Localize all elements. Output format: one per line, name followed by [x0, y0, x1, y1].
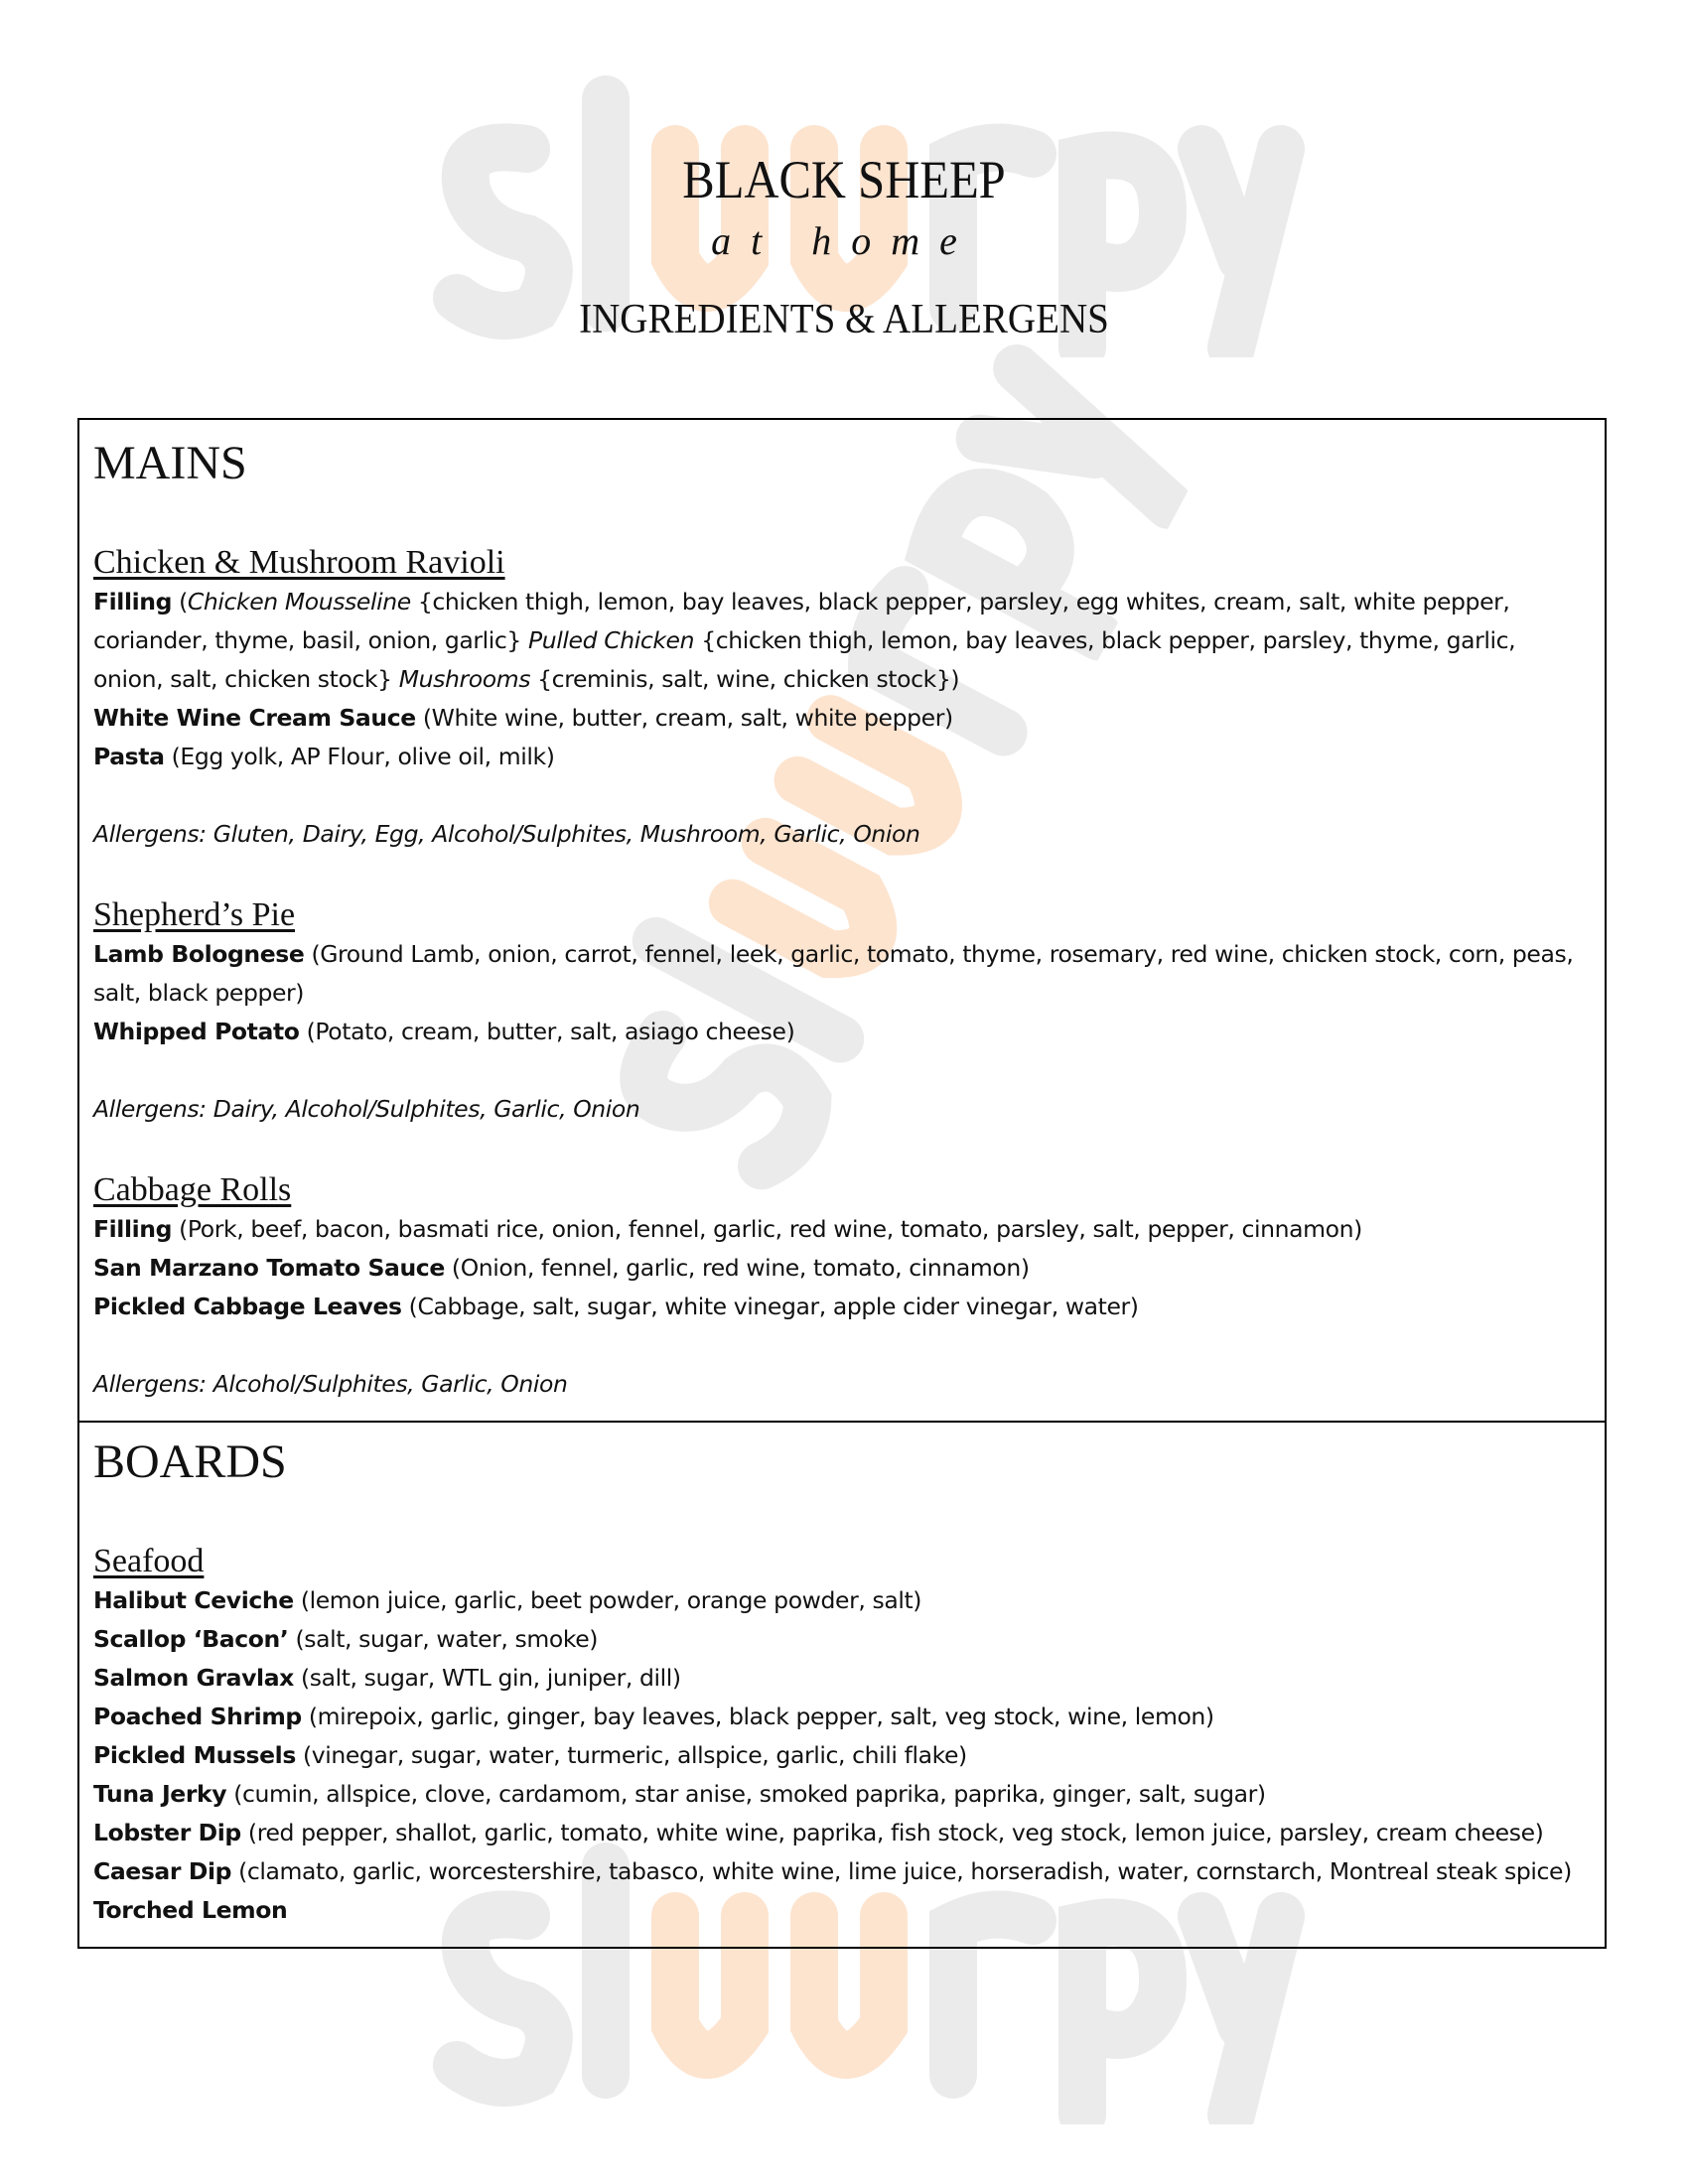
component-name: Halibut Ceviche [93, 1586, 294, 1614]
ingredient-line [93, 1775, 1591, 1814]
component-name: Lobster Dip [93, 1819, 241, 1846]
ingredient-line [93, 935, 1591, 1013]
dish [93, 1170, 1591, 1404]
ingredient-list: (Ground Lamb, onion, carrot, fennel, leek, garlic, tomato, thyme, rosemary, red wine, chicken stock, corn, peas, salt, black pepper) [93, 940, 1574, 1007]
ingredient-line [93, 1659, 1591, 1698]
component-name: Poached Shrimp [93, 1703, 302, 1730]
component-name: Lamb Bolognese [93, 940, 305, 968]
ingredient-line [93, 583, 1591, 699]
ingredient-list: (clamato, garlic, worcestershire, tabasco, white wine, lime juice, horseradish, water, cornstarch, Montreal steak spice) [231, 1857, 1572, 1885]
ingredient-list: (salt, sugar, WTL gin, juniper, dill) [293, 1664, 681, 1692]
component-name: Pasta [93, 743, 165, 770]
brand-logo-subtitle: at home [711, 218, 977, 263]
sub-component-name: Mushrooms [398, 665, 531, 693]
ingredient-line [93, 738, 1591, 776]
ingredient-line [93, 1581, 1591, 1620]
page-title: INGREDIENTS & ALLERGENS [579, 297, 1109, 342]
ingredient-line [93, 1249, 1591, 1288]
ingredient-list: (lemon juice, garlic, beet powder, orange powder, salt) [293, 1586, 922, 1614]
ingredient-line [93, 1814, 1591, 1852]
ingredient-list: (cumin, allspice, clove, cardamom, star anise, smoked paprika, paprika, ginger, salt, sugar) [226, 1780, 1266, 1808]
component-name: White Wine Cream Sauce [93, 704, 416, 732]
ingredient-list: (White wine, butter, cream, salt, white pepper) [415, 704, 953, 732]
component-name: Filling [93, 588, 173, 615]
ingredient-line [93, 1210, 1591, 1249]
section-title: MAINS [93, 437, 247, 489]
ingredient-list: (red pepper, shallot, garlic, tomato, white wine, paprika, fish stock, veg stock, lemon juice, parsley, cream cheese) [240, 1819, 1544, 1846]
ingredient-list: (mirepoix, garlic, ginger, bay leaves, black pepper, salt, veg stock, wine, lemon) [301, 1703, 1214, 1730]
component-name: Salmon Gravlax [93, 1664, 294, 1692]
sub-component-name: Chicken Mousseline [187, 588, 411, 615]
ingredient-list: (Cabbage, salt, sugar, white vinegar, apple cider vinegar, water) [401, 1293, 1139, 1320]
menu-table [77, 418, 1607, 1949]
ingredient-line [93, 1698, 1591, 1736]
ingredient-list: {chicken thigh, lemon, bay leaves, black pepper, parsley, egg whites, cream, salt, white pepper, coriander, thyme, basil, onion, garlic} [93, 588, 1510, 654]
ingredient-line [93, 1891, 1591, 1930]
section-boards [79, 1421, 1605, 1947]
component-name: San Marzano Tomato Sauce [93, 1254, 445, 1282]
ingredient-list: (Egg yolk, AP Flour, olive oil, milk) [164, 743, 555, 770]
ingredient-list: (Onion, fennel, garlic, red wine, tomato, cinnamon) [444, 1254, 1030, 1282]
component-name: Pickled Mussels [93, 1741, 296, 1769]
section-title: BOARDS [93, 1435, 287, 1488]
brand-logo-title: BLACK SHEEP [682, 150, 1006, 209]
component-name: Filling [93, 1215, 173, 1243]
ingredient-list: (salt, sugar, water, smoke) [288, 1625, 599, 1653]
ingredient-line [93, 1852, 1591, 1891]
dish-title: Seafood [93, 1543, 205, 1579]
component-name: Whipped Potato [93, 1018, 300, 1045]
allergens-note: Allergens: Alcohol/Sulphites, Garlic, Onion [93, 1370, 568, 1398]
component-name: Torched Lemon [93, 1896, 288, 1924]
section-mains [79, 420, 1605, 1421]
ingredient-list: (Pork, beef, bacon, basmati rice, onion, fennel, garlic, red wine, tomato, parsley, salt, pepper, cinnamon) [172, 1215, 1362, 1243]
sub-component-name: Pulled Chicken [528, 626, 695, 654]
dish [93, 543, 1591, 854]
component-name: Scallop ‘Bacon’ [93, 1625, 289, 1653]
ingredient-line [93, 1736, 1591, 1775]
ingredient-list: ( [172, 588, 188, 615]
allergens-note: Allergens: Dairy, Alcohol/Sulphites, Garlic, Onion [93, 1095, 640, 1123]
ingredient-list: (Potato, cream, butter, salt, asiago cheese) [299, 1018, 795, 1045]
ingredient-line [93, 1288, 1591, 1326]
ingredient-list: (vinegar, sugar, water, turmeric, allspice, garlic, chili flake) [295, 1741, 967, 1769]
dish-title: Shepherd’s Pie [93, 896, 296, 933]
component-name: Pickled Cabbage Leaves [93, 1293, 402, 1320]
dish [93, 1542, 1591, 1930]
ingredient-line [93, 1620, 1591, 1659]
dish-title: Cabbage Rolls [93, 1171, 292, 1208]
ingredient-line [93, 699, 1591, 738]
dish-title: Chicken & Mushroom Ravioli [93, 544, 505, 581]
component-name: Tuna Jerky [93, 1780, 227, 1808]
component-name: Caesar Dip [93, 1857, 232, 1885]
ingredient-list: {chicken thigh, lemon, bay leaves, black pepper, parsley, thyme, garlic, onion, salt, chicken stock} [93, 626, 1516, 693]
ingredient-list: {creminis, salt, wine, chicken stock}) [530, 665, 960, 693]
ingredient-line [93, 1013, 1591, 1051]
dish [93, 895, 1591, 1129]
allergens-note: Allergens: Gluten, Dairy, Egg, Alcohol/Sulphites, Mushroom, Garlic, Onion [93, 820, 920, 848]
